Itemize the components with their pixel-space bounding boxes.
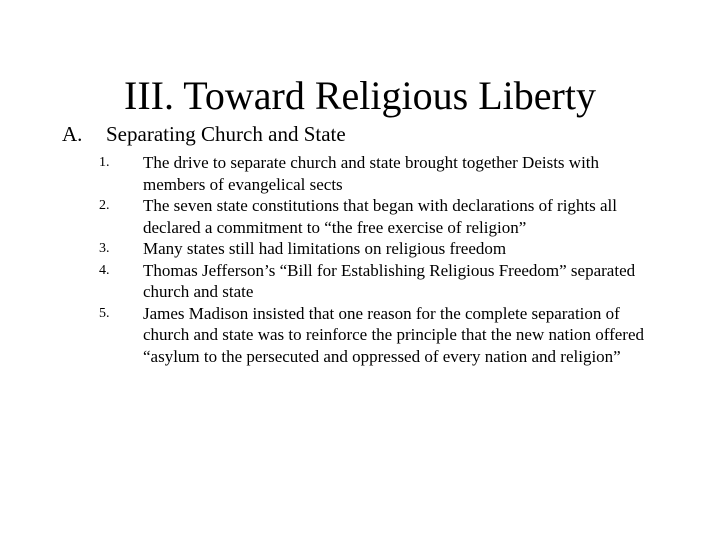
list-item-text: The seven state constitutions that began with declarations of rights all declared a commitment to “the free exercise of religion”	[143, 196, 617, 237]
list-item-number: 2.	[99, 198, 110, 213]
slide-title: III. Toward Religious Liberty	[124, 73, 596, 118]
list-item	[99, 260, 689, 303]
list-item-text: The drive to separate church and state brought together Deists with members of evangelical sects	[143, 153, 600, 194]
list-item-text: James Madison insisted that one reason for the complete separation of church and state was to reinforce the principle that the new nation offered “asylum to the persecuted and oppressed of every nation and religion”	[143, 303, 644, 366]
section-heading	[62, 120, 346, 148]
list-item	[99, 238, 689, 260]
list-item	[99, 152, 689, 195]
list-item-number: 1.	[99, 155, 110, 170]
list-item-number: 3.	[99, 241, 110, 256]
list-item	[99, 195, 689, 238]
list-item	[99, 303, 689, 368]
list-item-number: 5.	[99, 305, 110, 321]
point-list	[99, 152, 689, 367]
list-item-text: Many states still had limitations on religious freedom	[143, 239, 507, 258]
section-heading-text: Separating Church and State	[106, 122, 346, 146]
list-item-number: 4.	[99, 262, 110, 278]
section-marker: A.	[62, 122, 83, 146]
list-item-text: Thomas Jefferson’s “Bill for Establishing Religious Freedom” separated church and state	[143, 260, 636, 301]
